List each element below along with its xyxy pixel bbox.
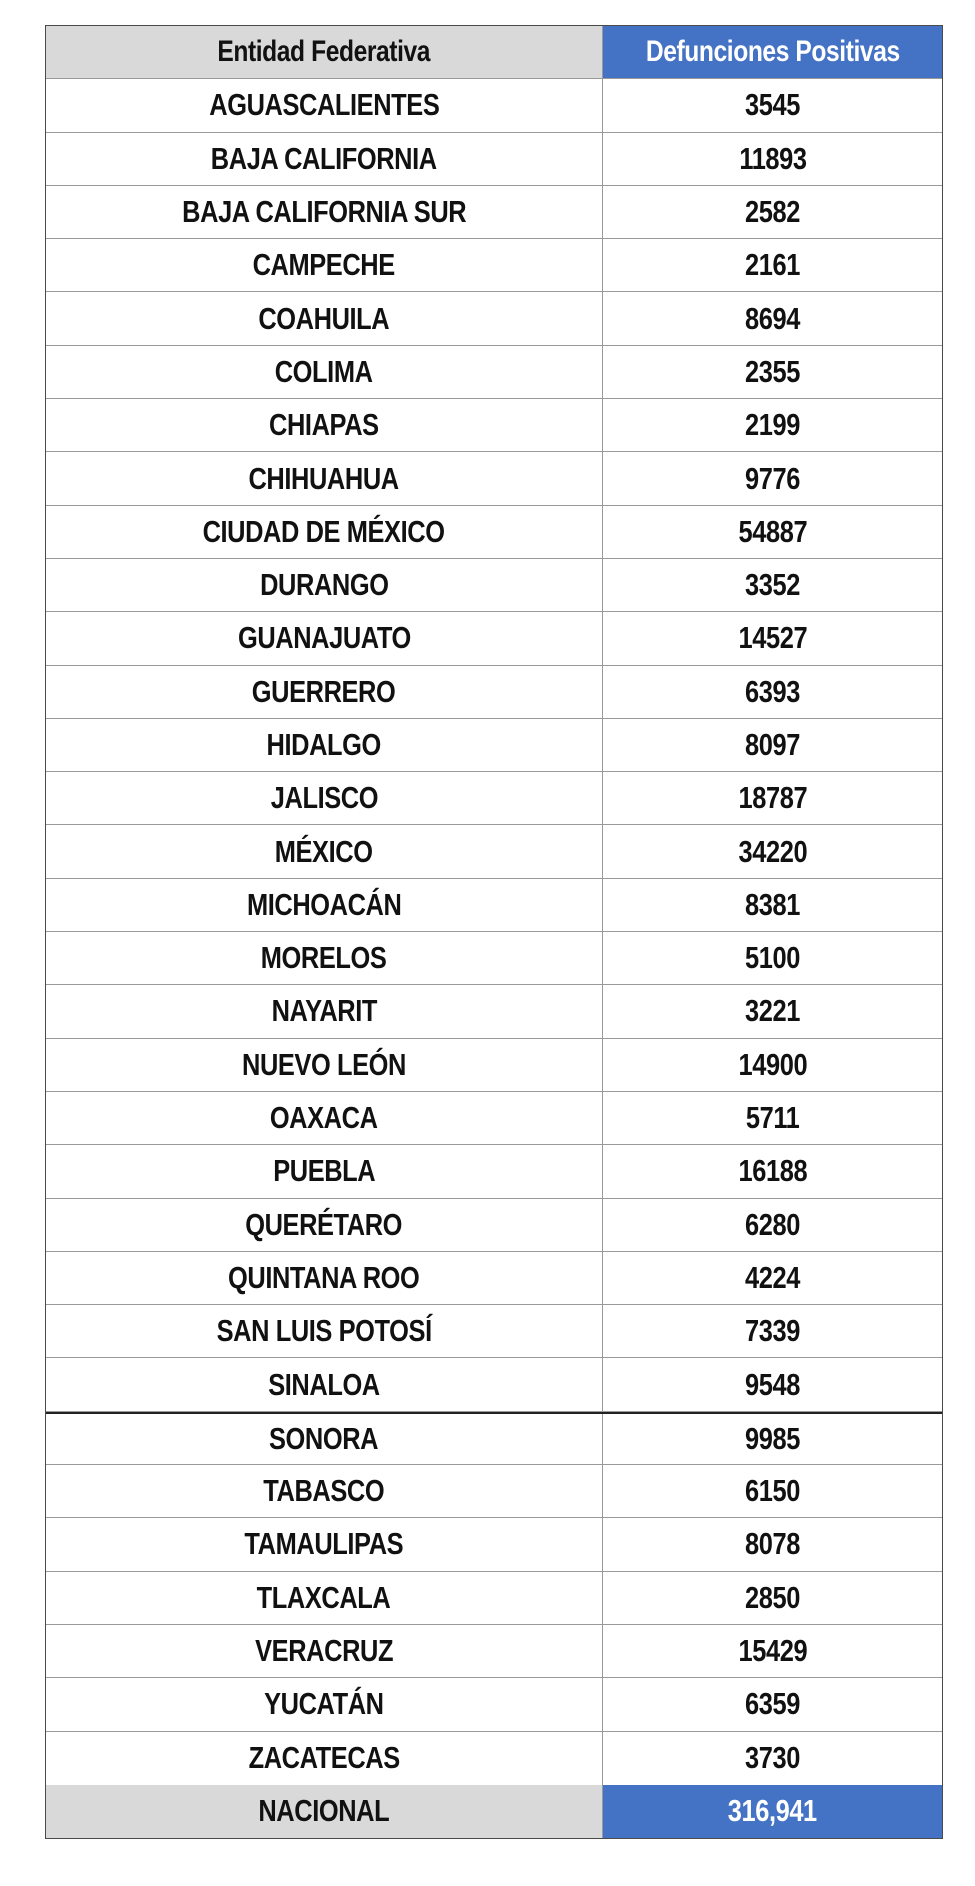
state-cell — [46, 1414, 603, 1464]
deaths-cell — [603, 1625, 942, 1677]
deaths-by-state-table — [45, 25, 943, 1839]
state-name: COLIMA — [275, 353, 373, 389]
state-cell — [46, 1518, 603, 1570]
table-row — [46, 239, 942, 292]
deaths-cell — [603, 1414, 942, 1464]
deaths-value: 8694 — [745, 300, 800, 336]
deaths-value: 4224 — [745, 1259, 800, 1295]
deaths-cell — [603, 452, 942, 504]
state-name: CIUDAD DE MÉXICO — [202, 513, 445, 549]
state-cell — [46, 772, 603, 824]
state-cell — [46, 1252, 603, 1304]
table-header-row — [46, 26, 942, 79]
table-row — [46, 825, 942, 878]
state-cell — [46, 452, 603, 504]
state-name: QUINTANA ROO — [228, 1259, 420, 1295]
deaths-cell — [603, 1678, 942, 1730]
table-row — [46, 133, 942, 186]
state-name: SINALOA — [268, 1366, 380, 1402]
header-state-column — [46, 26, 603, 78]
deaths-cell — [603, 985, 942, 1037]
table-row — [46, 1092, 942, 1145]
state-cell — [46, 506, 603, 558]
state-name: MICHOACÁN — [246, 886, 402, 922]
deaths-value: 8381 — [745, 886, 800, 922]
deaths-value: 2582 — [745, 194, 800, 230]
table-row — [46, 1625, 942, 1678]
table-row — [46, 1358, 942, 1411]
table-row — [46, 506, 942, 559]
header-state-label: Entidad Federativa — [217, 35, 431, 69]
table-row — [46, 1465, 942, 1518]
state-name: QUERÉTARO — [245, 1206, 403, 1242]
deaths-cell — [603, 1039, 942, 1091]
table-row — [46, 985, 942, 1038]
state-name: TAMAULIPAS — [244, 1526, 404, 1562]
state-cell — [46, 666, 603, 718]
state-name: TABASCO — [263, 1473, 385, 1509]
state-cell — [46, 1732, 603, 1785]
state-name: YUCATÁN — [264, 1686, 384, 1722]
deaths-value: 6393 — [745, 673, 800, 709]
state-name: COAHUILA — [258, 300, 390, 336]
table-row — [46, 666, 942, 719]
deaths-cell — [603, 932, 942, 984]
table-body — [46, 79, 942, 1785]
deaths-value: 54887 — [738, 513, 807, 549]
deaths-value: 2199 — [745, 407, 800, 443]
state-cell — [46, 346, 603, 398]
deaths-cell — [603, 825, 942, 877]
state-name: OAXACA — [270, 1100, 378, 1136]
deaths-value: 14527 — [738, 620, 807, 656]
state-cell — [46, 559, 603, 611]
deaths-cell — [603, 186, 942, 238]
state-name: PUEBLA — [272, 1153, 376, 1189]
deaths-value: 3352 — [745, 567, 800, 603]
table-row — [46, 559, 942, 612]
table-row — [46, 612, 942, 665]
table-row — [46, 1518, 942, 1571]
total-row — [46, 1785, 942, 1838]
state-name: MORELOS — [261, 940, 387, 976]
deaths-cell — [603, 399, 942, 451]
state-name: SONORA — [269, 1420, 379, 1456]
deaths-cell — [603, 772, 942, 824]
deaths-cell — [603, 1305, 942, 1357]
deaths-value: 34220 — [738, 833, 807, 869]
state-name: CAMPECHE — [252, 247, 396, 283]
state-name: CHIAPAS — [269, 407, 379, 443]
total-state-cell — [46, 1785, 603, 1838]
deaths-value: 9985 — [745, 1420, 800, 1456]
table-row — [46, 79, 942, 132]
table-row — [46, 1305, 942, 1358]
deaths-value: 3545 — [745, 87, 800, 123]
state-name: GUANAJUATO — [237, 620, 411, 656]
state-name: JALISCO — [270, 780, 378, 816]
deaths-value: 5711 — [745, 1100, 800, 1136]
table-row — [46, 1412, 942, 1465]
deaths-value: 5100 — [745, 940, 800, 976]
deaths-cell — [603, 1572, 942, 1624]
state-cell — [46, 1358, 603, 1410]
deaths-cell — [603, 346, 942, 398]
deaths-cell — [603, 239, 942, 291]
deaths-cell — [603, 1518, 942, 1570]
deaths-value: 6280 — [745, 1206, 800, 1242]
state-name: MÉXICO — [275, 833, 373, 869]
deaths-value: 2161 — [745, 247, 800, 283]
table-row — [46, 1252, 942, 1305]
deaths-value: 16188 — [738, 1153, 807, 1189]
deaths-value: 8078 — [745, 1526, 800, 1562]
deaths-cell — [603, 292, 942, 344]
table-row — [46, 879, 942, 932]
table-row — [46, 186, 942, 239]
state-name: CHIHUAHUA — [248, 460, 400, 496]
state-name: AGUASCALIENTES — [208, 87, 440, 123]
table-row — [46, 1199, 942, 1252]
state-cell — [46, 292, 603, 344]
state-cell — [46, 1145, 603, 1197]
state-cell — [46, 932, 603, 984]
deaths-value: 18787 — [738, 780, 807, 816]
deaths-cell — [603, 1145, 942, 1197]
deaths-cell — [603, 879, 942, 931]
state-cell — [46, 612, 603, 664]
deaths-value: 14900 — [738, 1046, 807, 1082]
state-name: DURANGO — [259, 567, 389, 603]
deaths-value: 9776 — [745, 460, 800, 496]
state-cell — [46, 825, 603, 877]
table-row — [46, 932, 942, 985]
deaths-value: 3221 — [745, 993, 800, 1029]
deaths-cell — [603, 79, 942, 131]
deaths-value: 7339 — [745, 1313, 800, 1349]
state-cell — [46, 79, 603, 131]
state-name: SAN LUIS POTOSÍ — [216, 1313, 432, 1349]
state-name: GUERRERO — [252, 673, 396, 709]
deaths-value: 3730 — [745, 1740, 800, 1776]
deaths-cell — [603, 666, 942, 718]
state-name: BAJA CALIFORNIA SUR — [181, 194, 467, 230]
table-row — [46, 1572, 942, 1625]
table-row — [46, 719, 942, 772]
state-cell — [46, 985, 603, 1037]
table-row — [46, 452, 942, 505]
state-cell — [46, 879, 603, 931]
deaths-value: 11893 — [738, 140, 807, 176]
state-name: HIDALGO — [266, 727, 382, 762]
table-row — [46, 346, 942, 399]
table-row — [46, 292, 942, 345]
total-deaths-cell — [603, 1785, 942, 1838]
table-row — [46, 1039, 942, 1092]
deaths-cell — [603, 1252, 942, 1304]
deaths-value: 9548 — [745, 1366, 800, 1402]
state-name: ZACATECAS — [248, 1740, 400, 1776]
deaths-cell — [603, 719, 942, 771]
table-row — [46, 1732, 942, 1785]
state-name: NUEVO LEÓN — [242, 1046, 406, 1082]
deaths-cell — [603, 1199, 942, 1251]
state-cell — [46, 1572, 603, 1624]
state-cell — [46, 719, 603, 771]
state-cell — [46, 133, 603, 185]
deaths-value: 8097 — [745, 727, 800, 762]
state-cell — [46, 1199, 603, 1251]
total-deaths-value: 316,941 — [727, 1793, 818, 1829]
deaths-value: 2850 — [745, 1579, 800, 1615]
deaths-value: 6359 — [745, 1686, 800, 1722]
state-cell — [46, 1465, 603, 1517]
deaths-cell — [603, 1358, 942, 1410]
deaths-cell — [603, 506, 942, 558]
table-row — [46, 772, 942, 825]
deaths-cell — [603, 559, 942, 611]
state-cell — [46, 1305, 603, 1357]
table-row — [46, 1145, 942, 1198]
deaths-value: 2355 — [745, 353, 800, 389]
deaths-value: 6150 — [745, 1473, 800, 1509]
state-cell — [46, 1039, 603, 1091]
deaths-cell — [603, 1092, 942, 1144]
state-cell — [46, 1092, 603, 1144]
total-state-label: NACIONAL — [258, 1793, 390, 1829]
state-cell — [46, 1678, 603, 1730]
table-row — [46, 399, 942, 452]
table-row — [46, 1678, 942, 1731]
deaths-value: 15429 — [738, 1633, 807, 1669]
state-cell — [46, 239, 603, 291]
state-cell — [46, 399, 603, 451]
deaths-cell — [603, 1465, 942, 1517]
header-deaths-label: Defunciones Positivas — [645, 35, 900, 69]
state-name: NAYARIT — [271, 993, 377, 1029]
deaths-cell — [603, 1732, 942, 1785]
deaths-cell — [603, 612, 942, 664]
state-cell — [46, 1625, 603, 1677]
state-name: BAJA CALIFORNIA — [211, 140, 437, 176]
header-deaths-column — [603, 26, 942, 78]
state-cell — [46, 186, 603, 238]
deaths-cell — [603, 133, 942, 185]
state-name: TLAXCALA — [257, 1579, 391, 1615]
state-name: VERACRUZ — [255, 1633, 393, 1669]
